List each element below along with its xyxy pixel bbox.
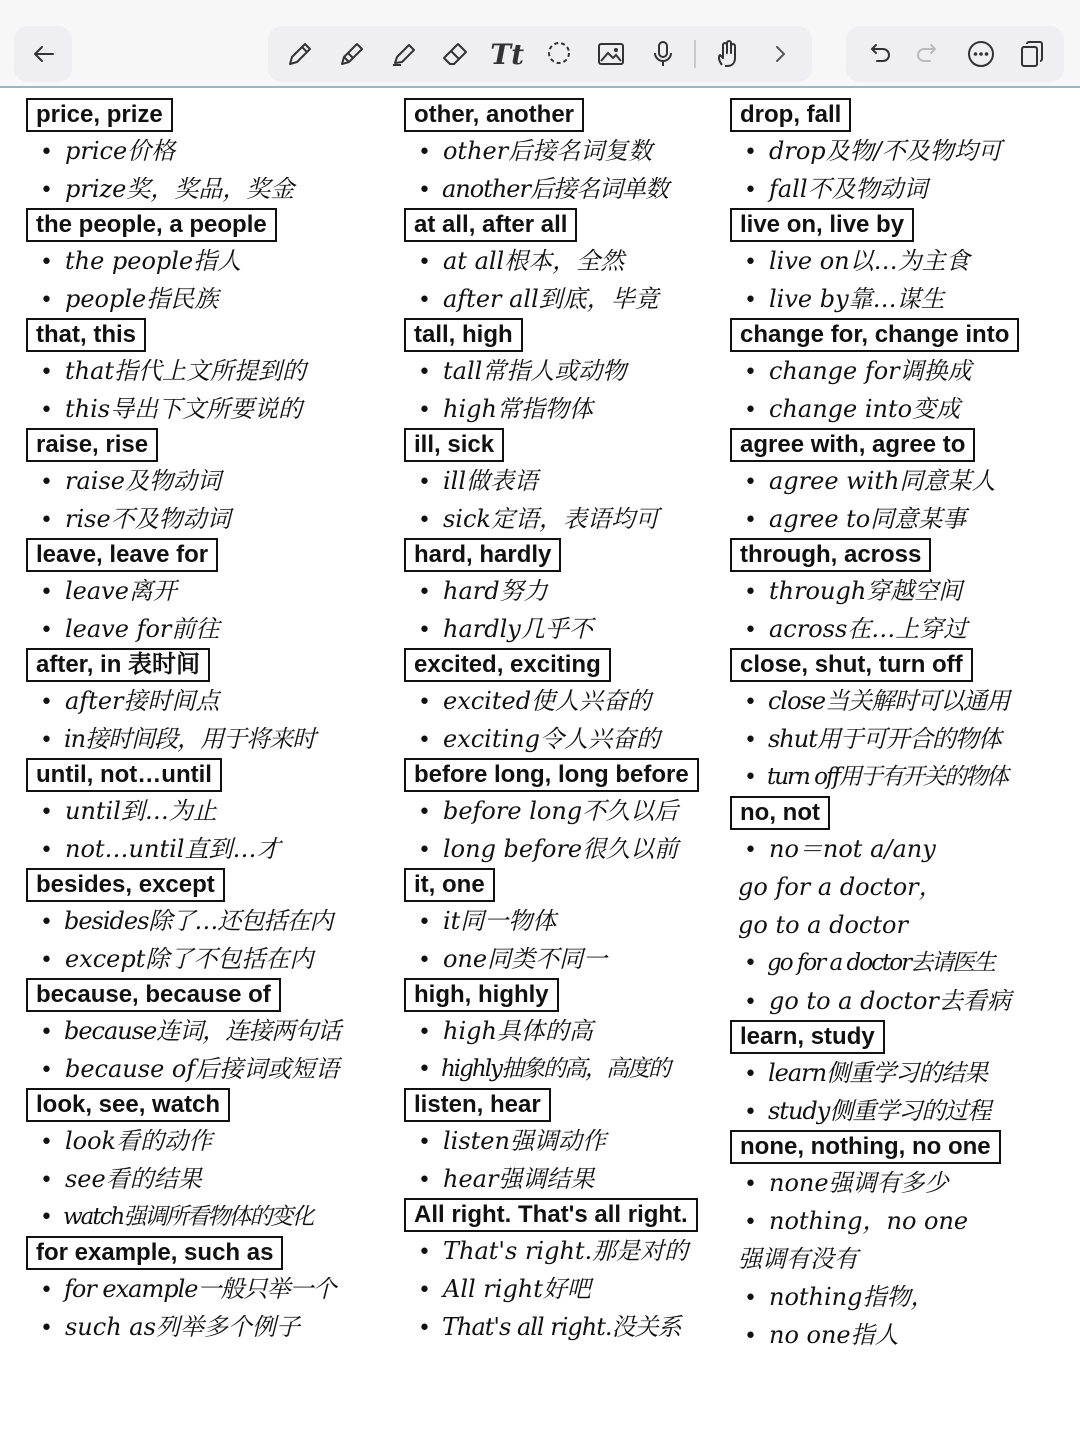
entry-heading: other, another (404, 98, 584, 132)
note-entry (730, 98, 1078, 208)
lasso-icon[interactable] (539, 34, 579, 74)
entry-line: • none强调有多少 (730, 1164, 1078, 1202)
entry-heading: excited, exciting (404, 648, 611, 682)
top-toolbar (0, 0, 1080, 88)
entry-line: • change for调换成 (730, 352, 1078, 390)
entry-line: • learn侧重学习的结果 (730, 1054, 1078, 1092)
note-entry (26, 538, 402, 648)
note-entry (26, 208, 402, 318)
note-entry (730, 796, 1078, 1020)
note-entry (26, 318, 402, 428)
arrow-left-icon (23, 34, 63, 74)
entry-heading: high, highly (404, 978, 559, 1012)
chevron-right-icon[interactable] (760, 34, 800, 74)
entry-heading: because, because of (26, 978, 281, 1012)
entry-line: • people指民族 (26, 280, 402, 318)
entry-heading: learn, study (730, 1020, 885, 1054)
entry-line: • no＝not a/any (730, 830, 1078, 868)
entry-line: • raise及物动词 (26, 462, 402, 500)
notes-column-2 (404, 98, 734, 1346)
entry-heading: after, in 表时间 (26, 648, 210, 682)
entry-line: • change into变成 (730, 390, 1078, 428)
entry-line: • go for a doctor去请医生 (730, 944, 1078, 982)
note-entry (404, 868, 734, 978)
note-entry (730, 1130, 1078, 1354)
entry-line: • the people指人 (26, 242, 402, 280)
edit-actions (846, 26, 1064, 82)
entry-line: • drop及物/不及物均可 (730, 132, 1078, 170)
entry-heading: for example, such as (26, 1236, 283, 1270)
note-entry (26, 1236, 402, 1346)
entry-line: • That's right.那是对的 (404, 1232, 734, 1270)
gesture-hand-icon[interactable] (708, 34, 748, 74)
entry-heading: price, prize (26, 98, 173, 132)
entry-heading: the people, a people (26, 208, 277, 242)
entry-line: • before long不久以后 (404, 792, 734, 830)
notes-column-1 (26, 98, 402, 1346)
entry-line: • ill做表语 (404, 462, 734, 500)
entry-line: • rise不及物动词 (26, 500, 402, 538)
entry-line: • leave离开 (26, 572, 402, 610)
entry-line: • it同一物体 (404, 902, 734, 940)
entry-line: • tall常指人或动物 (404, 352, 734, 390)
entry-line: • this导出下文所要说的 (26, 390, 402, 428)
entry-heading: at all, after all (404, 208, 577, 242)
entry-line: • through穿越空间 (730, 572, 1078, 610)
entry-line: • go to a doctor去看病 (730, 982, 1078, 1020)
entry-line: • study侧重学习的过程 (730, 1092, 1078, 1130)
entry-line: • hard努力 (404, 572, 734, 610)
entry-line: • close当关解时可以通用 (730, 682, 1078, 720)
redo-icon[interactable] (909, 34, 949, 74)
entry-plain-line: go to a doctor (738, 911, 908, 939)
note-entry (730, 428, 1078, 538)
entry-line: • shut用于可开合的物体 (730, 720, 1078, 758)
entry-heading: it, one (404, 868, 495, 902)
entry-line: • after all到底，毕竟 (404, 280, 734, 318)
entry-line: • excited使人兴奋的 (404, 682, 734, 720)
entry-line: • see看的结果 (26, 1160, 402, 1198)
entry-heading: hard, hardly (404, 538, 561, 572)
toolbar-divider (694, 40, 696, 68)
entry-line: • agree to同意某事 (730, 500, 1078, 538)
note-entry (730, 538, 1078, 648)
pencil-icon[interactable] (332, 34, 372, 74)
entry-heading: that, this (26, 318, 146, 352)
entry-line: • high常指物体 (404, 390, 734, 428)
entry-line: • across在…上穿过 (730, 610, 1078, 648)
entry-heading: look, see, watch (26, 1088, 230, 1122)
entry-line: • leave for前往 (26, 610, 402, 648)
entry-line: • sick定语，表语均可 (404, 500, 734, 538)
note-entry (404, 758, 734, 868)
entry-plain-line: go for a doctor， (738, 873, 943, 901)
entry-line: • long before很久以前 (404, 830, 734, 868)
entry-line: • high具体的高 (404, 1012, 734, 1050)
note-entry (404, 98, 734, 208)
entry-line: • another后接名词单数 (404, 170, 734, 208)
entry-line: • not…until直到…才 (26, 830, 402, 868)
entry-heading: tall, high (404, 318, 523, 352)
entry-line: • highly抽象的高，高度的 (404, 1050, 734, 1088)
highlighter-icon[interactable] (384, 34, 424, 74)
entry-heading: drop, fall (730, 98, 851, 132)
notes-column-3 (730, 98, 1078, 1354)
entry-line: • agree with同意某人 (730, 462, 1078, 500)
pen-icon[interactable] (280, 34, 320, 74)
entry-line: • nothing，no one (730, 1202, 1078, 1240)
note-entry (404, 1088, 734, 1198)
eraser-icon[interactable] (435, 34, 475, 74)
entry-line: • because of后接词或短语 (26, 1050, 402, 1088)
entry-heading: none, nothing, no one (730, 1130, 1001, 1164)
entry-heading: ill, sick (404, 428, 504, 462)
entry-heading: besides, except (26, 868, 225, 902)
entry-heading: raise, rise (26, 428, 158, 462)
entry-heading: before long, long before (404, 758, 699, 792)
entry-line: • no one指人 (730, 1316, 1078, 1354)
entry-heading: All right. That's all right. (404, 1198, 698, 1232)
note-entry (26, 758, 402, 868)
back-button[interactable] (14, 26, 72, 82)
entry-line: • fall不及物动词 (730, 170, 1078, 208)
entry-line: • besides除了…还包括在内 (26, 902, 402, 940)
entry-line: • listen强调动作 (404, 1122, 734, 1160)
text-tool-icon[interactable]: Tt (490, 37, 525, 71)
note-entry (730, 208, 1078, 318)
entry-line: • after接时间点 (26, 682, 402, 720)
entry-heading: no, not (730, 796, 830, 830)
note-entry (26, 648, 402, 758)
entry-line: • turn off用于有开关的物体 (730, 758, 1078, 796)
entry-heading: live on, live by (730, 208, 914, 242)
entry-heading: agree with, agree to (730, 428, 975, 462)
entry-line: • in接时间段，用于将来时 (26, 720, 402, 758)
entry-line: • except除了不包括在内 (26, 940, 402, 978)
entry-line: • for example一般只举一个 (26, 1270, 402, 1308)
entry-plain-line: 强调有没有 (738, 1245, 858, 1273)
entry-heading: change for, change into (730, 318, 1019, 352)
entry-line: • because连词，连接两句话 (26, 1012, 402, 1050)
entry-heading: leave, leave for (26, 538, 218, 572)
note-entry (26, 978, 402, 1088)
note-entry (404, 1198, 734, 1346)
entry-line: • hear强调结果 (404, 1160, 734, 1198)
entry-line: • one同类不同一 (404, 940, 734, 978)
pages-icon[interactable] (1012, 34, 1052, 74)
note-entry (404, 428, 734, 538)
microphone-icon[interactable] (643, 34, 683, 74)
entry-heading: close, shut, turn off (730, 648, 973, 682)
entry-line: • exciting令人兴奋的 (404, 720, 734, 758)
entry-heading: through, across (730, 538, 931, 572)
entry-heading: listen, hear (404, 1088, 551, 1122)
entry-line: • hardly几乎不 (404, 610, 734, 648)
entry-line: • other后接名词复数 (404, 132, 734, 170)
entry-line: • that指代上文所提到的 (26, 352, 402, 390)
note-entry (730, 1020, 1078, 1130)
entry-heading: until, not…until (26, 758, 222, 792)
note-entry (26, 1088, 402, 1236)
note-entry (404, 648, 734, 758)
entry-line: • live by靠…谋生 (730, 280, 1078, 318)
note-page[interactable] (0, 92, 1080, 1440)
entry-line: • look看的动作 (26, 1122, 402, 1160)
entry-line: • such as列举多个例子 (26, 1308, 402, 1346)
note-entry (26, 868, 402, 978)
entry-line: • live on以…为主食 (730, 242, 1078, 280)
entry-line: • watch强调所看物体的变化 (26, 1198, 402, 1236)
note-entry (404, 208, 734, 318)
entry-line: • nothing指物， (730, 1278, 1078, 1316)
entry-line: • price价格 (26, 132, 402, 170)
note-entry (404, 978, 734, 1088)
note-entry (26, 428, 402, 538)
entry-line: • prize奖，奖品，奖金 (26, 170, 402, 208)
undo-icon[interactable] (858, 34, 898, 74)
entry-line: • That's all right.没关系 (404, 1308, 734, 1346)
more-icon[interactable] (961, 34, 1001, 74)
entry-line: • at all根本，全然 (404, 242, 734, 280)
note-entry (26, 98, 402, 208)
drawing-tools (268, 26, 812, 82)
note-entry (404, 538, 734, 648)
image-icon[interactable] (591, 34, 631, 74)
note-entry (730, 318, 1078, 428)
note-entry (404, 318, 734, 428)
entry-line: • All right好吧 (404, 1270, 734, 1308)
entry-line: • until到…为止 (26, 792, 402, 830)
note-entry (730, 648, 1078, 796)
